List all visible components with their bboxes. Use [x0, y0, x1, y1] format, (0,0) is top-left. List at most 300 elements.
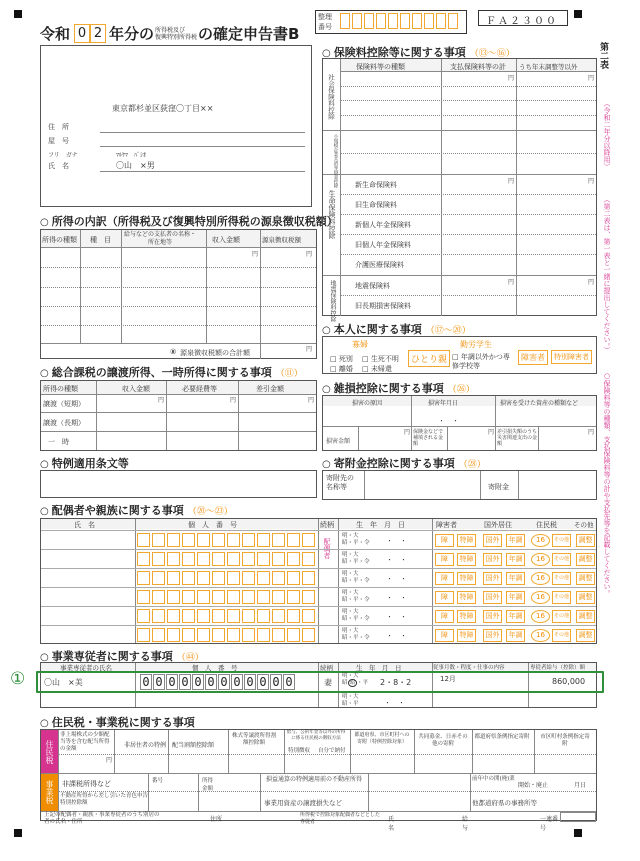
number-cell[interactable]: [227, 533, 240, 547]
number-cell[interactable]: [197, 533, 210, 547]
number-cell[interactable]: [302, 628, 315, 642]
number-cell[interactable]: [152, 609, 165, 623]
res-col-4: 株式等譲渡所得割額控除額: [231, 733, 276, 746]
furigana-label: フリ ガナ: [48, 152, 78, 159]
biz-asset-loss: 事業用資産の譲渡損失など: [264, 799, 342, 807]
year-digit-2[interactable]: 2: [90, 24, 106, 43]
biz-div-4: [368, 774, 369, 811]
bottom-name: 氏名: [388, 816, 395, 832]
casualty-div-5: [447, 426, 448, 450]
transfer-line-1: [41, 394, 316, 395]
emp-col-work: 従事月数・程度・仕事の内容: [433, 665, 505, 671]
transfer-col-net: 差引金額: [256, 385, 284, 393]
badge-pension[interactable]: 年調: [506, 534, 525, 547]
badge-chosei[interactable]: 調整: [576, 572, 595, 585]
spouse-col-name: 氏 名: [74, 521, 95, 529]
badge-disabled[interactable]: 障: [435, 591, 454, 604]
title-main: の確定申告書B: [198, 25, 300, 43]
check-item-4[interactable]: □ 未帰還: [362, 365, 392, 373]
income-col-withholding: 源泉徴収税額: [262, 236, 301, 244]
registration-mark-br: [574, 829, 582, 837]
number-cell[interactable]: [287, 552, 300, 566]
casualty-div-6: [538, 426, 539, 450]
ins-quake-item-1: 地震保険料: [355, 282, 390, 290]
badge-chosei[interactable]: 調整: [576, 610, 595, 623]
number-cell[interactable]: [167, 533, 180, 547]
badge-other[interactable]: その他: [552, 610, 571, 623]
biz-div-1: [148, 774, 149, 811]
res-col-2: 非居住者の特例: [124, 742, 167, 749]
address-label: 住 所: [48, 123, 69, 131]
res-div-6: [350, 730, 351, 773]
number-cell[interactable]: [182, 533, 195, 547]
ins-col-other: うち年末調整等以外: [519, 63, 578, 71]
transfer-title: ○ 総合課税の譲渡所得、一時所得に関する事項 （⑪）: [40, 366, 303, 379]
casualty-deduct-label: 差引損失額のうち災害関連支出の金額: [497, 429, 538, 447]
badge-16[interactable]: 16: [531, 591, 550, 604]
transfer-row-temp: 一 時: [48, 438, 69, 446]
ins-line-f: [323, 174, 596, 175]
ins-quake-item-2: 旧長期損害保険料: [355, 302, 411, 310]
badge-special-disabled[interactable]: 特障: [457, 591, 476, 604]
transfer-row-long: 譲渡（長期）: [43, 419, 85, 427]
badge-other[interactable]: その他: [552, 629, 571, 642]
badge-other[interactable]: その他: [552, 572, 571, 585]
ins-life-item-5: 介護医療保険料: [355, 261, 404, 269]
number-cell[interactable]: [287, 628, 300, 642]
birth-dots: ・ ・: [386, 575, 407, 583]
res-self-pay: 自分で納付: [318, 748, 346, 754]
badge-disabled[interactable]: 障: [435, 610, 454, 623]
number-cell[interactable]: [197, 571, 210, 585]
era-options: 明・大 昭・平・令: [342, 571, 370, 584]
number-cell[interactable]: [212, 552, 225, 566]
number-cell[interactable]: [242, 609, 255, 623]
res-div-5: [284, 730, 285, 773]
badge-other[interactable]: その他: [552, 553, 571, 566]
badge-pension[interactable]: 年調: [506, 610, 525, 623]
number-cell[interactable]: [182, 590, 195, 604]
registration-mark-tl: [14, 10, 22, 18]
transfer-div-2: [166, 381, 167, 450]
birth-dots: ・ ・: [386, 537, 407, 545]
casualty-yen-2: 円: [488, 429, 495, 436]
birth-dots: ・ ・: [386, 613, 407, 621]
badge-16[interactable]: 16: [531, 572, 550, 585]
bottom-separated: 上記の配偶者・親族・事業専従者のうち別居の者の氏名・住所: [44, 812, 160, 825]
number-cell[interactable]: [227, 590, 240, 604]
number-cell[interactable]: [152, 590, 165, 604]
casualty-loss-label: 損害金額: [326, 438, 351, 445]
number-cell[interactable]: [167, 590, 180, 604]
income-total-label: 源泉徴収税額の合計額: [180, 349, 250, 357]
ins-life-item-2: 旧生命保険料: [355, 201, 397, 209]
number-cell[interactable]: [257, 533, 270, 547]
era-options: 明・大 昭・平・令: [342, 628, 370, 641]
donation-div-3: [518, 471, 519, 499]
ins-col-paid: 支払保険料等の計: [450, 63, 506, 71]
employee-number-digit[interactable]: 0: [140, 674, 152, 690]
business-tax-label: 事業税: [41, 773, 58, 811]
badge-16[interactable]: 16: [531, 629, 550, 642]
era-options: 明・大 昭・平・令: [342, 590, 370, 603]
number-cell[interactable]: [137, 590, 150, 604]
number-cell[interactable]: [167, 609, 180, 623]
ins-row-social: 社会保険料控除: [327, 74, 335, 120]
employee-number-digit[interactable]: 0: [166, 674, 178, 690]
ins-line-d: [323, 130, 596, 131]
number-cell[interactable]: [227, 552, 240, 566]
number-cell[interactable]: [212, 628, 225, 642]
casualty-yen-3: 円: [588, 429, 595, 436]
ins-row-quake: 地震保険料控除: [329, 280, 336, 322]
ins-col-type: 保険料等の種類: [356, 63, 405, 71]
number-cell[interactable]: [272, 533, 285, 547]
spouse-row[interactable]: [41, 549, 596, 568]
donation-amount-label: 寄附金: [488, 483, 509, 491]
number-cell[interactable]: [212, 571, 225, 585]
spouse-title: ○ 配偶者や親族に関する事項 （⑳〜㉓）: [40, 504, 233, 517]
res-col-3: 配当割額控除額: [172, 742, 215, 749]
employee-number-digit[interactable]: 0: [257, 674, 269, 690]
employee-row-era-selected[interactable]: 昭: [349, 680, 356, 686]
badge-16[interactable]: 16: [531, 534, 550, 547]
employee-row-relation[interactable]: 妻: [324, 678, 332, 687]
spouse-col-birth: 生 年 月 日: [356, 521, 405, 529]
employee-row-marker: ①: [10, 669, 26, 689]
form-code: ＦＡ２３００: [486, 16, 558, 27]
employee-number-digit[interactable]: 0: [283, 674, 295, 690]
number-cell[interactable]: [287, 590, 300, 604]
employees-title: ○ 事業専従者に関する事項 （㊹）: [40, 650, 204, 663]
number-cell[interactable]: [167, 552, 180, 566]
transfer-div-3: [238, 381, 239, 450]
ins-line-l: [341, 295, 596, 296]
employee-row-amount[interactable]: 860,000: [552, 677, 586, 686]
spouse-col-relation: 続柄: [320, 521, 334, 529]
student-label[interactable]: 勤労学生: [460, 340, 492, 349]
number-cell[interactable]: [167, 628, 180, 642]
transfer-yen-2: 円: [230, 397, 237, 404]
income-yen-2: 円: [306, 251, 313, 258]
employee-row-highlight[interactable]: [36, 671, 604, 693]
special-box[interactable]: [40, 470, 317, 498]
ins-line-h: [341, 214, 596, 215]
income-total-marker: ⑧: [170, 348, 177, 356]
biz-blue: 不動産所得から差し引いた青色申告特別控除額: [60, 793, 149, 806]
ins-head-line: [341, 71, 596, 72]
number-cell[interactable]: [302, 609, 315, 623]
birth-dots: ・ ・: [386, 594, 407, 602]
employee-number-digit[interactable]: 0: [153, 674, 165, 690]
spouse-col-disabled: 障害者: [436, 521, 457, 529]
ins-div-label: [340, 59, 341, 316]
employee-row-era-options: 明・大 昭 昭 ・平: [342, 673, 369, 686]
badge-pension[interactable]: 年調: [506, 591, 525, 604]
biz-nontax: 非課税所得など: [62, 780, 111, 788]
casualty-div-2: [495, 396, 496, 450]
employee-number-digit[interactable]: 0: [192, 674, 204, 690]
registration-mark-bl: [14, 829, 22, 837]
transfer-col-type: 所得の種類: [43, 385, 78, 393]
employee-number-digit[interactable]: 0: [270, 674, 282, 690]
title-small-1: 所得税及び: [155, 26, 186, 34]
employee-row2-era: 明・大 昭・平: [342, 694, 359, 707]
person-title: ○ 本人に関する事項 （⑰〜⑳）: [322, 323, 471, 336]
biz-monthday: 月日: [574, 782, 587, 789]
employee-row-number[interactable]: [140, 674, 295, 690]
seiri-label-2: 番号: [318, 23, 332, 31]
income-row-5: [41, 325, 316, 326]
number-cell[interactable]: [137, 552, 150, 566]
casualty-col-cause: 損害の原因: [352, 400, 383, 407]
number-cell[interactable]: [302, 590, 315, 604]
birth-dots: ・ ・: [386, 556, 407, 564]
transfer-line-3: [41, 431, 316, 432]
title-suffix: 年分の: [109, 25, 155, 43]
special-disabled-label[interactable]: 特別障害者: [551, 350, 592, 364]
biz-line-1: [59, 791, 596, 792]
number-cell[interactable]: [302, 533, 315, 547]
number-cell[interactable]: [272, 609, 285, 623]
name-line: [100, 171, 305, 172]
number-cell[interactable]: [152, 628, 165, 642]
single-parent-label[interactable]: ひとり親: [408, 350, 450, 367]
spouse-row[interactable]: [41, 530, 596, 549]
number-cell[interactable]: [152, 571, 165, 585]
widow-label[interactable]: 寡婦: [352, 340, 368, 349]
res-col-1: 非上場株式の少額配当等を含む配当所得の金額: [60, 732, 110, 752]
number-cell[interactable]: [287, 533, 300, 547]
ins-row-life: 生命保険料控除: [328, 190, 336, 239]
student-note[interactable]: □ 年調以外かつ専修学校等: [452, 353, 510, 370]
badge-abroad[interactable]: 国外: [483, 534, 502, 547]
income-row-3: [41, 287, 316, 288]
badge-special-disabled[interactable]: 特障: [457, 534, 476, 547]
biz-number: 番号: [152, 778, 164, 784]
res-col-5: 給与、公的年金等以外の所得に係る住民税の徴収方法: [286, 730, 346, 741]
number-cell[interactable]: [182, 628, 195, 642]
name-label: 氏 名: [48, 162, 69, 170]
number-cell[interactable]: [302, 552, 315, 566]
number-cell[interactable]: [197, 609, 210, 623]
badge-abroad[interactable]: 国外: [483, 572, 502, 585]
ins-yen-1: 円: [508, 75, 515, 82]
ins-life-item-4: 旧個人年金保険料: [355, 241, 411, 249]
res-div-7: [414, 730, 415, 773]
year-digit-1[interactable]: 0: [74, 24, 90, 43]
income-col-item: 種 目: [90, 236, 111, 244]
casualty-ins-label: 保険金などで補填される金額: [413, 429, 444, 447]
number-cell[interactable]: [137, 628, 150, 642]
ins-line-i: [341, 234, 596, 235]
number-cell[interactable]: [152, 552, 165, 566]
number-cell[interactable]: [152, 533, 165, 547]
number-cell[interactable]: [302, 571, 315, 585]
check-item-2[interactable]: □ 生死不明: [362, 355, 399, 363]
badge-chosei[interactable]: 調整: [576, 629, 595, 642]
income-total-div: [260, 343, 261, 359]
ins-yen-6: 円: [588, 279, 595, 286]
income-row-4: [41, 306, 316, 307]
badge-abroad[interactable]: 国外: [483, 591, 502, 604]
res-col-7: 共同募金、日赤その他の寄附: [418, 734, 468, 747]
badge-pension[interactable]: 年調: [506, 553, 525, 566]
badge-special-disabled[interactable]: 特障: [457, 572, 476, 585]
employee-number-digit[interactable]: 0: [218, 674, 230, 690]
biz-start-end[interactable]: 開始・廃止: [518, 782, 549, 789]
number-cell[interactable]: [227, 609, 240, 623]
casualty-yen-1: 円: [404, 429, 411, 436]
number-cell[interactable]: [257, 590, 270, 604]
biz-div-2: [198, 774, 199, 811]
number-cell[interactable]: [137, 533, 150, 547]
number-cell[interactable]: [197, 628, 210, 642]
check-item-3[interactable]: □ 離婚: [330, 365, 353, 373]
badge-16[interactable]: 16: [531, 553, 550, 566]
emp-col-relation: 続柄: [320, 664, 333, 672]
employee-number-digit[interactable]: 0: [179, 674, 191, 690]
number-cell[interactable]: [272, 590, 285, 604]
special-title: ○ 特例適用条文等: [40, 457, 129, 470]
number-cell[interactable]: [167, 571, 180, 585]
casualty-div-4: [411, 426, 412, 450]
number-cell[interactable]: [242, 628, 255, 642]
employee-row-birth[interactable]: 2・8・2: [380, 678, 412, 687]
form-title: [40, 23, 299, 44]
spouse-row[interactable]: [41, 606, 596, 625]
ins-div-2: [516, 59, 517, 316]
title-small: [155, 27, 197, 41]
spouse-row[interactable]: [41, 625, 596, 644]
number-cell[interactable]: [182, 609, 195, 623]
res-col-9: 市区町村条例指定寄附: [540, 734, 590, 747]
res-col-6: 都道府県、市区町村への寄附（特例控除対象）: [354, 732, 410, 745]
income-row-6: [41, 343, 316, 344]
number-cell[interactable]: [272, 628, 285, 642]
emp-col-salary: 専従者給与（控除）額: [530, 665, 586, 671]
badge-disabled[interactable]: 障: [435, 572, 454, 585]
biz-open-close: 前年中の開(廃)業: [472, 776, 515, 782]
bottom-serial-box[interactable]: [560, 812, 596, 822]
badge-chosei[interactable]: 調整: [576, 591, 595, 604]
number-cell[interactable]: [137, 609, 150, 623]
transfer-col-exp: 必要経費等: [182, 385, 217, 393]
check-item-1[interactable]: □ 死別: [330, 355, 353, 363]
number-cell[interactable]: [197, 552, 210, 566]
badge-abroad[interactable]: 国外: [483, 610, 502, 623]
spouse-row[interactable]: [41, 587, 596, 606]
number-cell[interactable]: [242, 590, 255, 604]
res-div-3: [168, 730, 169, 773]
number-cell[interactable]: [242, 552, 255, 566]
employee-number-digit[interactable]: 0: [205, 674, 217, 690]
number-cell[interactable]: [212, 533, 225, 547]
res-div-9: [534, 730, 535, 773]
donation-payee-label: 寄附先の名称等: [326, 474, 354, 491]
ins-line-a: [341, 86, 596, 87]
badge-chosei[interactable]: 調整: [576, 553, 595, 566]
badge-disabled[interactable]: 障: [435, 629, 454, 642]
badge-abroad[interactable]: 国外: [483, 629, 502, 642]
income-col-payer: 給与などの支払者の名称・所在地等: [123, 231, 196, 246]
badge-disabled[interactable]: 障: [435, 534, 454, 547]
number-cell[interactable]: [212, 609, 225, 623]
employee-row-months[interactable]: 12月: [440, 675, 456, 683]
badge-disabled[interactable]: 障: [435, 553, 454, 566]
number-cell[interactable]: [287, 609, 300, 623]
casualty-col-date: 損害年月日: [428, 400, 459, 407]
spouse-col-other: その他: [574, 521, 594, 529]
number-cell[interactable]: [242, 533, 255, 547]
bottom-serial: 一連番号: [540, 816, 559, 832]
side-note-1: （令和二年分以降用）: [603, 100, 611, 170]
transfer-line-2: [41, 412, 316, 413]
employee-number-digit[interactable]: 0: [244, 674, 256, 690]
number-cell[interactable]: [182, 552, 195, 566]
badge-other[interactable]: その他: [552, 534, 571, 547]
disabled-label[interactable]: 障害者: [518, 350, 548, 365]
resident-tax-label: 住民税: [41, 730, 58, 773]
badge-abroad[interactable]: 国外: [483, 553, 502, 566]
number-cell[interactable]: [257, 571, 270, 585]
employee-row2-dots: ・ ・: [384, 699, 405, 707]
side-title: 第二表: [598, 42, 608, 69]
era-options: 明・大 昭・平・令: [342, 533, 370, 546]
number-cell[interactable]: [272, 552, 285, 566]
donation-div-2: [480, 471, 481, 499]
number-cell[interactable]: [227, 628, 240, 642]
ins-line-k: [323, 275, 596, 276]
spouse-label: 配偶者: [323, 538, 331, 559]
address-value: 東京都杉並区荻窪〇丁目××: [112, 104, 214, 113]
biz-loss-prior: 損益通算の特例適用前の不動産所得: [265, 776, 362, 783]
number-cell[interactable]: [257, 609, 270, 623]
biz-income: 所得金額: [202, 778, 214, 792]
employee-row-name[interactable]: 〇山 ×美: [44, 678, 83, 687]
seiri-label-1: 整理: [318, 13, 332, 21]
spouse-col-resident: 住民税: [536, 521, 557, 529]
number-cell[interactable]: [257, 552, 270, 566]
number-cell[interactable]: [197, 590, 210, 604]
number-cell[interactable]: [242, 571, 255, 585]
biz-other-prefs: 他都道府県の事務所等: [472, 799, 537, 807]
badge-special-disabled[interactable]: 特障: [457, 610, 476, 623]
number-cell[interactable]: [137, 571, 150, 585]
birth-dots: ・ ・: [386, 632, 407, 640]
badge-16[interactable]: 16: [531, 610, 550, 623]
seiri-number-cells[interactable]: [340, 13, 458, 29]
badge-special-disabled[interactable]: 特障: [457, 553, 476, 566]
number-cell[interactable]: [257, 628, 270, 642]
number-cell[interactable]: [212, 590, 225, 604]
badge-pension[interactable]: 年調: [506, 629, 525, 642]
employee-number-digit[interactable]: 0: [231, 674, 243, 690]
res-line-1: [59, 754, 596, 755]
name-value: 〇山 ×男: [116, 161, 155, 170]
badge-special-disabled[interactable]: 特障: [457, 629, 476, 642]
number-cell[interactable]: [182, 571, 195, 585]
ins-row-small: 小規模企業共済等掛金控除: [333, 134, 338, 188]
badge-pension[interactable]: 年調: [506, 572, 525, 585]
number-cell[interactable]: [272, 571, 285, 585]
number-cell[interactable]: [287, 571, 300, 585]
badge-other[interactable]: その他: [552, 591, 571, 604]
number-cell[interactable]: [227, 571, 240, 585]
badge-chosei[interactable]: 調整: [576, 534, 595, 547]
transfer-col-rev: 収入金額: [122, 385, 150, 393]
spouse-row[interactable]: [41, 568, 596, 587]
